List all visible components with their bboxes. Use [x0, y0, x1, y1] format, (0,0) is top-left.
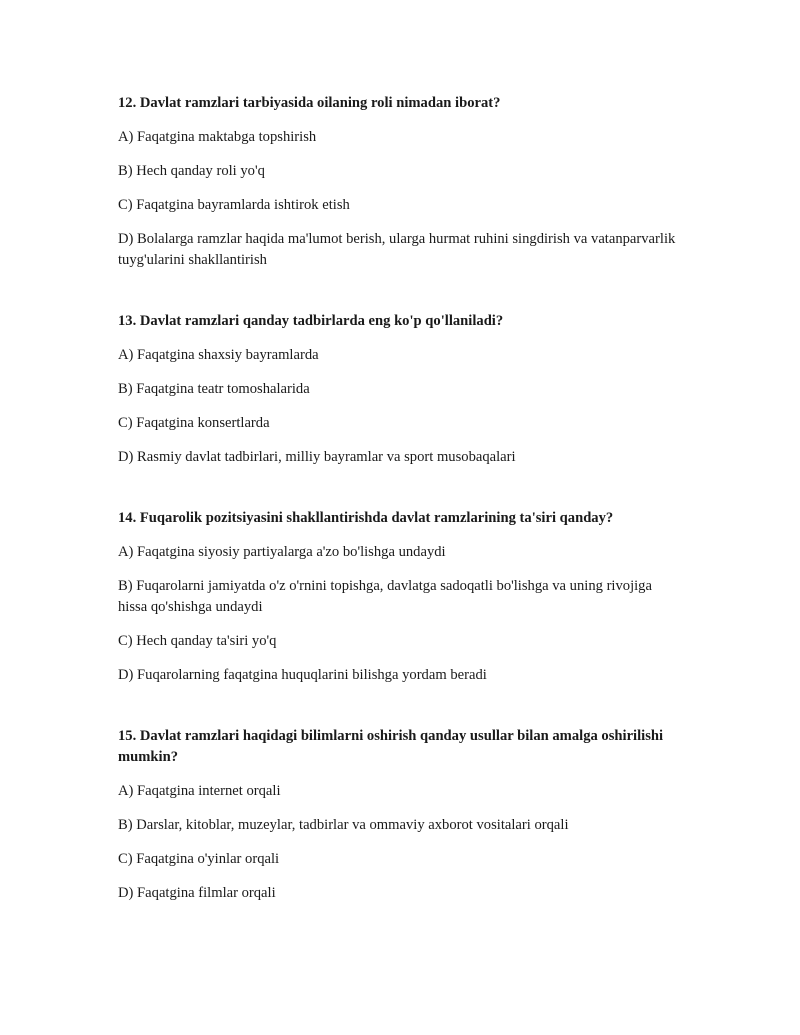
document-page	[118, 93, 678, 944]
answer-option-a: A) Faqatgina shaxsiy bayramlarda	[118, 347, 319, 363]
answer-option-b: B) Darslar, kitoblar, muzeylar, tadbirlar va ommaviy axborot vositalari orqali	[118, 817, 569, 833]
question-text: 15. Davlat ramzlari haqidagi bilimlarni oshirish qanday usullar bilan amalga oshirilishi mumkin?	[118, 728, 664, 765]
answer-option-c: C) Faqatgina o'yinlar orqali	[118, 851, 280, 867]
question-block-14	[118, 508, 678, 686]
answer-option-d: D) Rasmiy davlat tadbirlari, milliy bayramlar va sport musobaqalari	[118, 449, 516, 465]
question-text: 13. Davlat ramzlari qanday tadbirlarda eng ko'p qo'llaniladi?	[118, 313, 504, 329]
answer-option-a: A) Faqatgina siyosiy partiyalarga a'zo bo'lishga undaydi	[118, 544, 446, 560]
answer-option-d: D) Faqatgina filmlar orqali	[118, 885, 276, 901]
answer-option-a: A) Faqatgina maktabga topshirish	[118, 129, 317, 145]
answer-option-c: C) Faqatgina konsertlarda	[118, 415, 270, 431]
answer-option-b: B) Hech qanday roli yo'q	[118, 163, 265, 179]
answer-option-c: C) Hech qanday ta'siri yo'q	[118, 633, 277, 649]
answer-option-c: C) Faqatgina bayramlarda ishtirok etish	[118, 197, 350, 213]
question-block-12	[118, 93, 678, 271]
answer-option-b: B) Fuqarolarni jamiyatda o'z o'rnini topishga, davlatga sadoqatli bo'lishga va uning rivojiga hissa qo'shishga undaydi	[118, 578, 652, 615]
question-block-13	[118, 311, 678, 468]
question-text: 12. Davlat ramzlari tarbiyasida oilaning roli nimadan iborat?	[118, 95, 501, 111]
answer-option-b: B) Faqatgina teatr tomoshalarida	[118, 381, 310, 397]
question-text: 14. Fuqarolik pozitsiyasini shakllantirishda davlat ramzlarining ta'siri qanday?	[118, 510, 614, 526]
answer-option-d: D) Bolalarga ramzlar haqida ma'lumot berish, ularga hurmat ruhini singdirish va vatanparvarlik tuyg'ularini shakllantirish	[118, 231, 676, 268]
answer-option-d: D) Fuqarolarning faqatgina huquqlarini bilishga yordam beradi	[118, 667, 487, 683]
question-block-15	[118, 726, 678, 904]
answer-option-a: A) Faqatgina internet orqali	[118, 783, 281, 799]
